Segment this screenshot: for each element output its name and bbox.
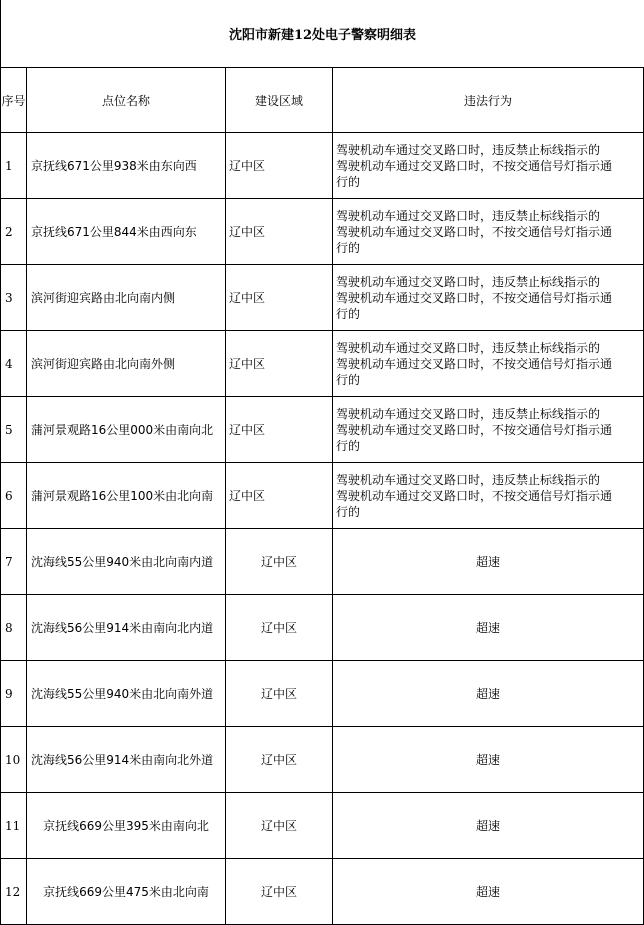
- row-violation: [333, 331, 644, 397]
- violation-line: 驾驶机动车通过交叉路口时，违反禁止标线指示的: [336, 406, 601, 421]
- violation-line: 驾驶机动车通过交叉路口时，不按交通信号灯指示通: [336, 158, 613, 173]
- violation-line: 行的: [336, 240, 361, 255]
- violation-line: 驾驶机动车通过交叉路口时，违反禁止标线指示的: [336, 274, 601, 289]
- row-violation: 超速: [333, 529, 644, 595]
- table-row: [1, 793, 644, 859]
- row-location: 蒲河景观路16公里100米由北向南: [27, 463, 226, 529]
- violation-line: 驾驶机动车通过交叉路口时，不按交通信号灯指示通: [336, 290, 613, 305]
- violation-line: 行的: [336, 438, 361, 453]
- row-violation: [333, 397, 644, 463]
- row-location: 京抚线671公里938米由东向西: [27, 133, 226, 199]
- row-violation: 超速: [333, 793, 644, 859]
- row-no: 1: [1, 133, 27, 199]
- row-area: 辽中区: [226, 793, 333, 859]
- table-row: [1, 133, 644, 199]
- table-row: [1, 595, 644, 661]
- table-row: [1, 463, 644, 529]
- row-location: 沈海线56公里914米由南向北外道: [27, 727, 226, 793]
- violation-line: 行的: [336, 174, 361, 189]
- row-no: 10: [1, 727, 27, 793]
- row-no: 9: [1, 661, 27, 727]
- violation-line: 驾驶机动车通过交叉路口时，不按交通信号灯指示通: [336, 488, 613, 503]
- table-row: [1, 529, 644, 595]
- table-row: [1, 397, 644, 463]
- row-violation: [333, 133, 644, 199]
- violation-line: 驾驶机动车通过交叉路口时，不按交通信号灯指示通: [336, 224, 613, 239]
- row-area: 辽中区: [226, 199, 333, 265]
- row-violation: [333, 265, 644, 331]
- table-row: [1, 265, 644, 331]
- header-name: 点位名称: [27, 68, 226, 133]
- row-location: 滨河街迎宾路由北向南外侧: [27, 331, 226, 397]
- row-area: 辽中区: [226, 727, 333, 793]
- violation-line: 驾驶机动车通过交叉路口时，不按交通信号灯指示通: [336, 356, 613, 371]
- row-location: 沈海线55公里940米由北向南内道: [27, 529, 226, 595]
- row-location: 京抚线669公里395米由南向北: [27, 793, 226, 859]
- row-violation: 超速: [333, 661, 644, 727]
- row-location: 沈海线56公里914米由南向北内道: [27, 595, 226, 661]
- row-location: 京抚线669公里475米由北向南: [27, 859, 226, 925]
- row-no: 12: [1, 859, 27, 925]
- row-no: 8: [1, 595, 27, 661]
- violation-line: 驾驶机动车通过交叉路口时，违反禁止标线指示的: [336, 208, 601, 223]
- row-location: 京抚线671公里844米由西向东: [27, 199, 226, 265]
- row-area: 辽中区: [226, 133, 333, 199]
- row-area: 辽中区: [226, 859, 333, 925]
- row-no: 7: [1, 529, 27, 595]
- row-no: 3: [1, 265, 27, 331]
- violation-line: 驾驶机动车通过交叉路口时，不按交通信号灯指示通: [336, 422, 613, 437]
- table-row: [1, 727, 644, 793]
- camera-table: [0, 67, 644, 925]
- row-location: 滨河街迎宾路由北向南内侧: [27, 265, 226, 331]
- row-violation: [333, 463, 644, 529]
- row-violation: [333, 199, 644, 265]
- row-violation: 超速: [333, 859, 644, 925]
- violation-line: 行的: [336, 306, 361, 321]
- table-row: [1, 331, 644, 397]
- table-row: [1, 859, 644, 925]
- row-area: 辽中区: [226, 463, 333, 529]
- table-row: [1, 199, 644, 265]
- row-area: 辽中区: [226, 265, 333, 331]
- violation-line: 行的: [336, 504, 361, 519]
- table-row: [1, 661, 644, 727]
- header-area: 建设区域: [226, 68, 333, 133]
- row-violation: 超速: [333, 727, 644, 793]
- row-no: 6: [1, 463, 27, 529]
- row-no: 11: [1, 793, 27, 859]
- row-area: 辽中区: [226, 529, 333, 595]
- row-no: 5: [1, 397, 27, 463]
- row-area: 辽中区: [226, 661, 333, 727]
- violation-line: 行的: [336, 372, 361, 387]
- violation-line: 驾驶机动车通过交叉路口时，违反禁止标线指示的: [336, 142, 601, 157]
- violation-line: 驾驶机动车通过交叉路口时，违反禁止标线指示的: [336, 472, 601, 487]
- row-no: 4: [1, 331, 27, 397]
- violation-line: 驾驶机动车通过交叉路口时，违反禁止标线指示的: [336, 340, 601, 355]
- header-action: 违法行为: [333, 68, 644, 133]
- row-no: 2: [1, 199, 27, 265]
- row-area: 辽中区: [226, 397, 333, 463]
- row-area: 辽中区: [226, 595, 333, 661]
- header-no: 序号: [1, 68, 27, 133]
- page-title: 沈阳市新建12处电子警察明细表: [0, 0, 644, 67]
- row-violation: 超速: [333, 595, 644, 661]
- row-location: 蒲河景观路16公里000米由南向北: [27, 397, 226, 463]
- header-row: [1, 68, 644, 133]
- row-area: 辽中区: [226, 331, 333, 397]
- row-location: 沈海线55公里940米由北向南外道: [27, 661, 226, 727]
